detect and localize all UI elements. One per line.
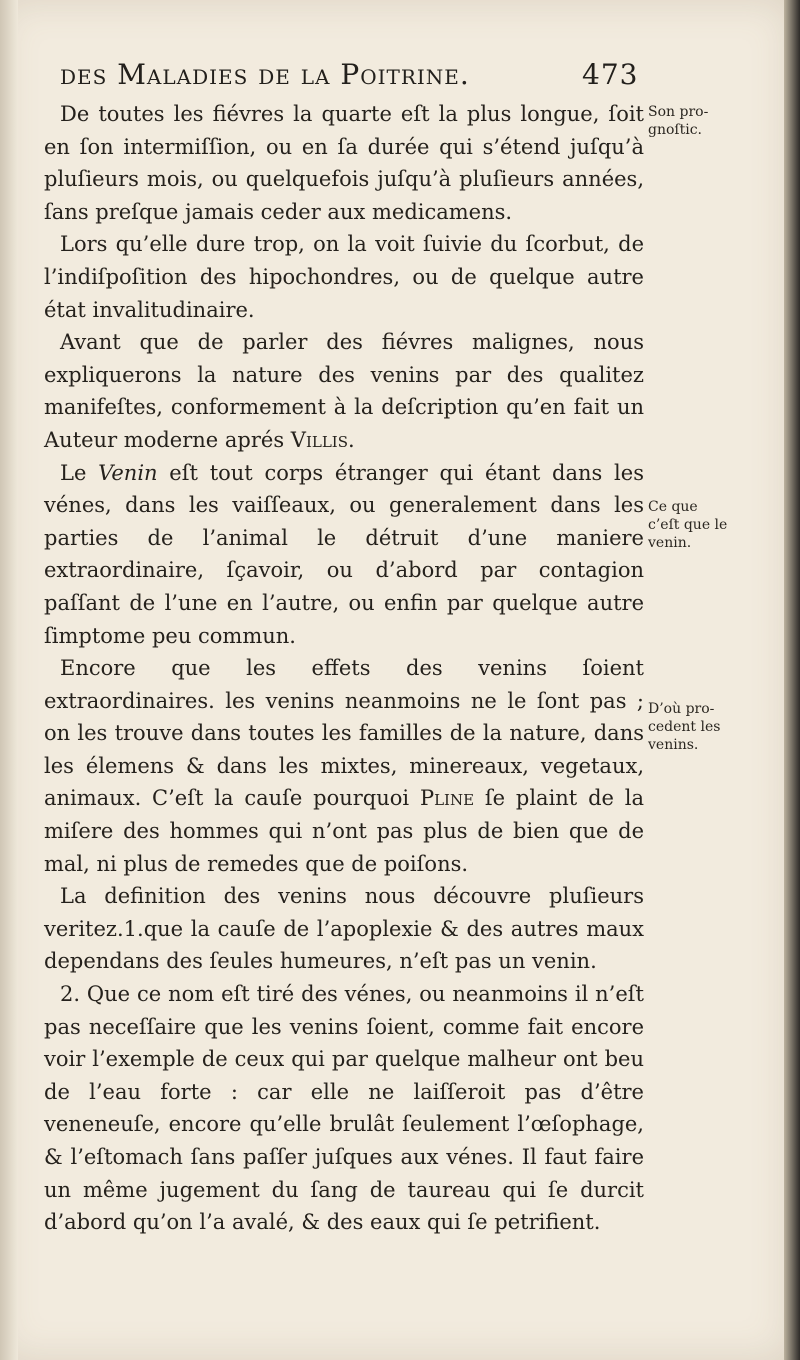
text-run: . bbox=[348, 427, 355, 452]
text-run: Encore que les effets des venins ſoient extraordinaires. les venins neanmoins ne le ſont pas ; on les trouve dans toutes les familles de la nature, dans les élemens & dans les mixtes, minereaux, vegetaux, animaux. C’eſt la cauſe pourquoi bbox=[44, 656, 644, 811]
text-run: 2. Que ce nom eſt tiré des vénes, ou neanmoins il n’eſt pas neceſſaire que les venins ſoient, comme fait encore voir l’exemple de ceux qui par quelque malheur ont beu de l’eau forte : car elle ne laiſſeroit pas d’être veneneuſe, encore qu’elle brulât ſeulement l’œſophage, & l’eſtomach ſans paſſer juſques aux vénes. Il faut faire un même jugement du ſang de taureau qui ſe durcit d’abord qu’on l’a avalé, & des eaux qui ſe petrifient. bbox=[44, 982, 644, 1235]
author-name: Pline bbox=[419, 786, 475, 811]
text-run: De toutes les fiévres la quarte eſt la plus longue, ſoit en ſon intermiſſion, ou en ſa durée qui s’étend juſqu’à pluſieurs mois, ou quelquefois juſqu’à pluſieurs années, ſans preſque jamais ceder aux medicamens. bbox=[44, 102, 644, 224]
paragraph bbox=[44, 457, 644, 653]
text-run: Avant que de parler des fiévres malignes, nous expliquerons la nature des venins par des qualitez manifeſtes, conformement à la deſcription qu’en fait un Auteur moderne aprés bbox=[44, 330, 644, 452]
body-text bbox=[44, 98, 644, 1239]
paragraph bbox=[44, 98, 644, 228]
paragraph bbox=[44, 652, 644, 880]
italic-term: Venin bbox=[98, 460, 158, 485]
page-number: 473 bbox=[582, 58, 639, 91]
running-head-title: des Maladies de la Poitrine. bbox=[60, 58, 470, 91]
paragraph bbox=[44, 978, 644, 1239]
paragraph bbox=[44, 880, 644, 978]
margin-note-prognostic: Son pro- gnoſtic. bbox=[648, 104, 709, 138]
page-gutter bbox=[0, 0, 18, 1360]
running-head bbox=[60, 58, 660, 98]
text-run: Lors qu’elle dure trop, on la voit ſuivie du ſcorbut, de l’indiſpoſition des hipochondres, ou de quelque autre état invalitudinaire. bbox=[44, 232, 644, 322]
author-name: Villis bbox=[290, 427, 348, 452]
text-run: eſt tout corps étranger qui étant dans les vénes, dans les vaiſſeaux, ou generalement dans les parties de l’animal le détruit d’une maniere extraordinaire, ſçavoir, ou d’abord par contagion paſſant de l’une en l’autre, ou enfin par quelque autre ſimptome peu commun. bbox=[44, 460, 644, 648]
margin-note-venin-origin: D’où pro- cedent les venins. bbox=[648, 701, 721, 753]
text-run: Le bbox=[60, 460, 99, 485]
margin-note-venin-definition: Ce que c’eſt que le venin. bbox=[648, 499, 728, 551]
text-run: ſe plaint de la miſere des hommes qui n’ont pas plus de bien que de mal, ni plus de remedes que de poiſons. bbox=[44, 786, 644, 876]
paragraph bbox=[44, 228, 644, 326]
page-edge-shadow bbox=[784, 0, 800, 1360]
paragraph bbox=[44, 326, 644, 456]
text-run: La definition des venins nous découvre pluſieurs veritez.1.que la cauſe de l’apoplexie & des autres maux dependans des ſeules humeures, n’eſt pas un venin. bbox=[44, 884, 644, 974]
